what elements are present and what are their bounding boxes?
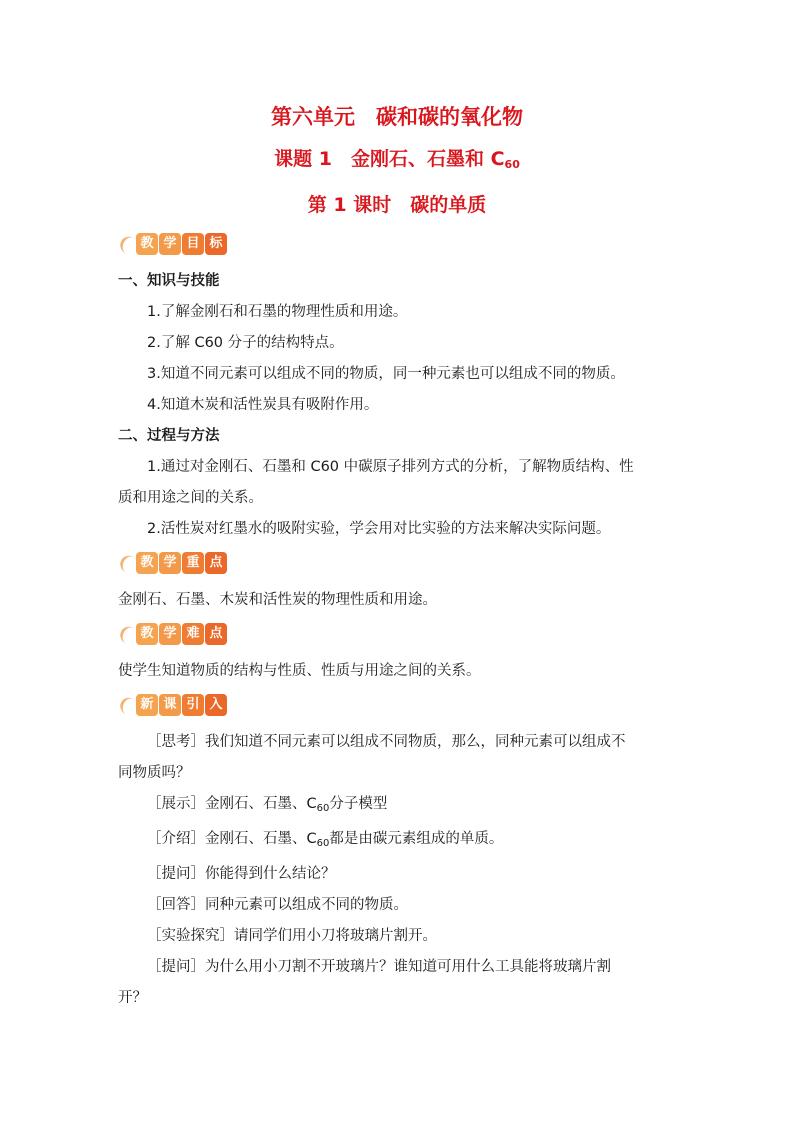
- period-title: 第 1 课时 碳的单质: [307, 194, 487, 216]
- intro-think-line2: 同物质吗？: [118, 765, 191, 781]
- intro-show-subscript: 60: [316, 803, 330, 814]
- badge-label: [136, 623, 228, 645]
- goal-item: 2.了解 C60 分子的结构特点。: [147, 335, 344, 351]
- badge-label: [136, 552, 228, 574]
- section-badge-key: [118, 547, 678, 579]
- badge-char: 标: [205, 233, 227, 255]
- badge-swoosh-icon: [118, 231, 136, 257]
- difficulty-text: 使学生知道物质的结构与性质、性质与用途之间的关系。: [118, 663, 481, 679]
- intro-introduce-text-end: 都是由碳元素组成的单质。: [329, 831, 504, 847]
- badge-char: 教: [136, 623, 158, 645]
- goal-item: 4.知道木炭和活性炭具有吸附作用。: [147, 397, 379, 413]
- badge-char: 目: [182, 233, 204, 255]
- badge-label: [136, 233, 228, 255]
- intro-answer: ［回答］同种元素可以组成不同的物质。: [147, 897, 408, 913]
- badge-swoosh-icon: [118, 692, 136, 718]
- badge-char: 难: [182, 623, 204, 645]
- intro-ask-2-line2: 开？: [118, 990, 147, 1006]
- intro-ask-2-line1: ［提问］为什么用小刀割不开玻璃片？谁知道可用什么工具能将玻璃片割: [147, 959, 611, 975]
- badge-char: 重: [182, 552, 204, 574]
- intro-show-text-end: 分子模型: [329, 796, 388, 812]
- intro-show-text: ［展示］金刚石、石墨、C: [147, 796, 317, 812]
- badge-swoosh-icon: [118, 621, 136, 647]
- badge-char: 课: [159, 694, 181, 716]
- subheading-process: 二、过程与方法: [118, 428, 220, 444]
- intro-introduce-text: ［介绍］金刚石、石墨、C: [147, 831, 317, 847]
- intro-introduce-subscript: 60: [316, 838, 330, 849]
- intro-show: [118, 789, 678, 824]
- section-badge-intro: [118, 689, 678, 721]
- badge-label: [136, 694, 228, 716]
- section-badge-difficulty: [118, 618, 678, 650]
- badge-char: 学: [159, 623, 181, 645]
- intro-experiment: ［实验探究］请同学们用小刀将玻璃片割开。: [147, 928, 437, 944]
- goal-item: 1.了解金刚石和石墨的物理性质和用途。: [147, 304, 408, 320]
- section-badge-goals: [118, 228, 678, 260]
- badge-char: 学: [159, 233, 181, 255]
- intro-ask-1: ［提问］你能得到什么结论？: [147, 866, 336, 882]
- badge-char: 学: [159, 552, 181, 574]
- goal-item: 3.知道不同元素可以组成不同的物质，同一种元素也可以组成不同的物质。: [147, 366, 625, 382]
- lesson-title: [0, 144, 794, 180]
- subheading-knowledge: 一、知识与技能: [118, 273, 220, 289]
- badge-char: 教: [136, 552, 158, 574]
- process-item-1-line2: 质和用途之间的关系。: [118, 490, 263, 506]
- process-item-2: 2.活性炭对红墨水的吸附实验，学会用对比实验的方法来解决实际问题。: [147, 521, 611, 537]
- lesson-title-subscript: 60: [504, 158, 520, 171]
- intro-introduce: [118, 824, 678, 859]
- process-item-1-line1: 1.通过对金刚石、石墨和 C60 中碳原子排列方式的分析，了解物质结构、性: [147, 459, 634, 475]
- title-block: [0, 100, 794, 220]
- badge-char: 入: [205, 694, 227, 716]
- badge-char: 教: [136, 233, 158, 255]
- unit-title: 第六单元 碳和碳的氧化物: [271, 105, 523, 129]
- badge-char: 点: [205, 623, 227, 645]
- key-points-text: 金刚石、石墨、木炭和活性炭的物理性质和用途。: [118, 592, 437, 608]
- badge-char: 引: [182, 694, 204, 716]
- badge-char: 点: [205, 552, 227, 574]
- badge-swoosh-icon: [118, 550, 136, 576]
- badge-char: 新: [136, 694, 158, 716]
- document-body: [118, 226, 678, 1014]
- lesson-title-text: 课题 1 金刚石、石墨和 C: [274, 148, 505, 170]
- intro-think-line1: ［思考］我们知道不同元素可以组成不同物质，那么，同种元素可以组成不: [147, 734, 626, 750]
